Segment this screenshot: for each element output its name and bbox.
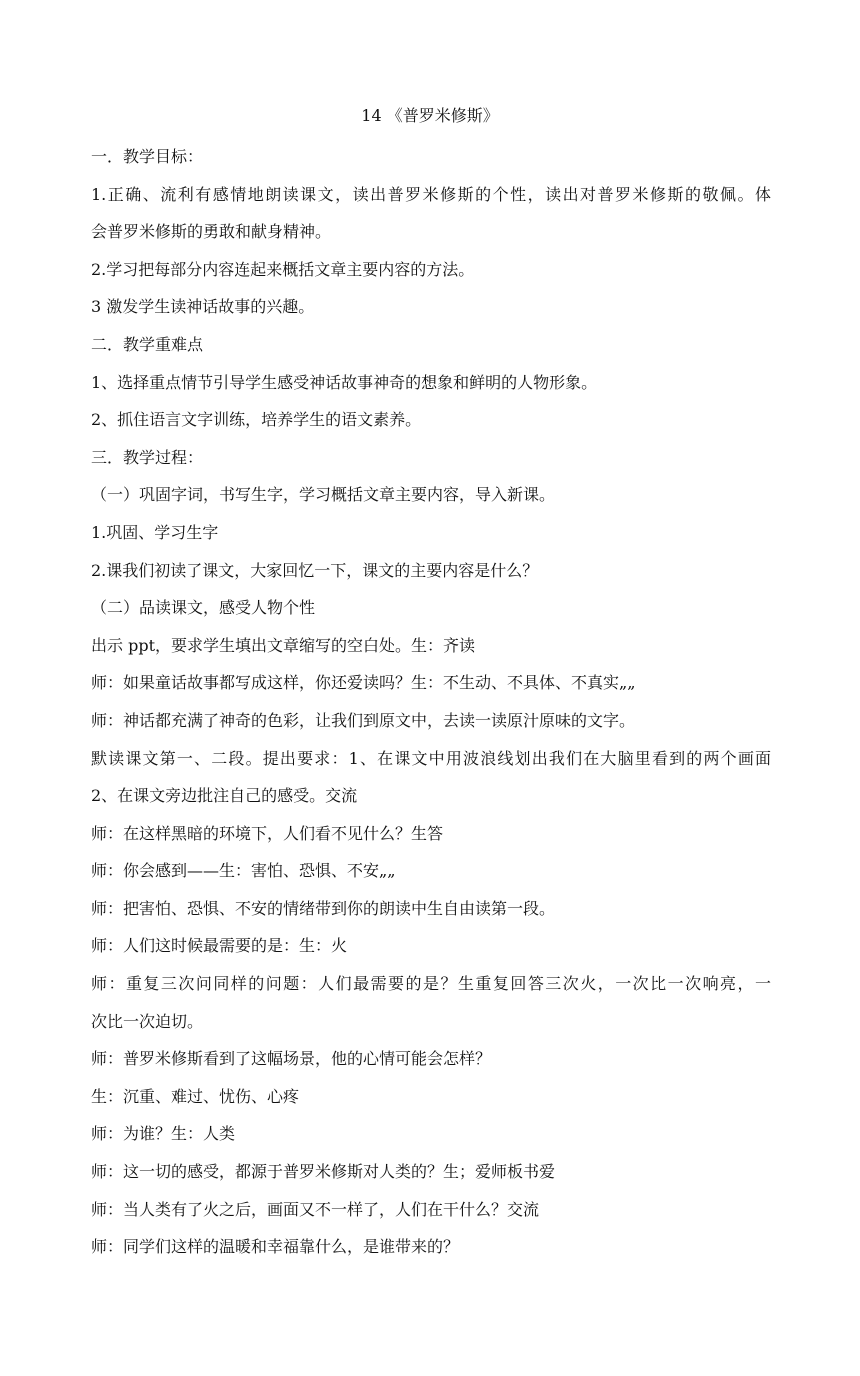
text-line: 师：同学们这样的温暖和幸福靠什么，是谁带来的？ bbox=[91, 1237, 460, 1257]
text-line: 师：当人类有了火之后，画面又不一样了，人们在干什么？交流 bbox=[91, 1199, 540, 1219]
text-line: 2.课我们初读了课文，大家回忆一下，课文的主要内容是什么？ bbox=[91, 560, 539, 580]
text-line: 师：人们这时候最需要的是：生：火 bbox=[91, 936, 348, 956]
text-line: 1.巩固、学习生字 bbox=[91, 522, 219, 542]
text-line: 2.学习把每部分内容连起来概括文章主要内容的方法。 bbox=[91, 259, 475, 279]
text-line: （一）巩固字词，书写生字，学习概括文章主要内容，导入新课。 bbox=[91, 485, 556, 505]
text-line: 1、选择重点情节引导学生感受神话故事神奇的想象和鲜明的人物形象。 bbox=[91, 372, 598, 392]
text-line: 师：在这样黑暗的环境下，人们看不见什么？生答 bbox=[91, 823, 444, 843]
text-line: 1.正确、流利有感情地朗读课文，读出普罗米修斯的个性，读出对普罗米修斯的敬佩。体 bbox=[91, 184, 771, 204]
text-line: 二．教学重难点 bbox=[91, 334, 204, 354]
text-line: 师：把害怕、恐惧、不安的情绪带到你的朗读中生自由读第一段。 bbox=[91, 898, 556, 918]
document-title: 14 《普罗米修斯》 bbox=[361, 106, 499, 125]
text-line: 三．教学过程： bbox=[91, 447, 204, 467]
text-line: 师：为谁？生：人类 bbox=[91, 1124, 236, 1144]
text-line: 师：这一切的感受，都源于普罗米修斯对人类的？生；爱师板书爱 bbox=[91, 1162, 556, 1182]
text-line: 会普罗米修斯的勇敢和献身精神。 bbox=[91, 222, 332, 242]
text-line: （二）品读课文，感受人物个性 bbox=[91, 598, 316, 618]
text-line: 2、在课文旁边批注自己的感受。交流 bbox=[91, 786, 358, 806]
text-line: 师：神话都充满了神奇的色彩，让我们到原文中，去读一读原汁原味的文字。 bbox=[91, 710, 636, 730]
text-line: 师：你会感到——生：害怕、恐惧、不安„„ bbox=[91, 861, 396, 881]
text-line: 3 激发学生读神话故事的兴趣。 bbox=[91, 297, 315, 317]
text-line: 生：沉重、难过、忧伤、心疼 bbox=[91, 1086, 300, 1106]
text-line: 师：普罗米修斯看到了这幅场景，他的心情可能会怎样？ bbox=[91, 1049, 492, 1069]
document-body bbox=[91, 145, 771, 1273]
text-line: 一．教学目标： bbox=[91, 147, 204, 166]
text-line: 2、抓住语言文字训练，培养学生的语文素养。 bbox=[91, 410, 422, 430]
text-line: 次比一次迫切。 bbox=[91, 1011, 204, 1031]
text-line: 师：如果童话故事都写成这样，你还爱读吗？生：不生动、不具体、不真实„„ bbox=[91, 673, 636, 693]
text-line: 出示 ppt，要求学生填出文章缩写的空白处。生：齐读 bbox=[91, 635, 476, 655]
text-line: 师：重复三次问同样的问题：人们最需要的是？生重复回答三次火，一次比一次响亮，一 bbox=[91, 974, 771, 994]
text-line: 默读课文第一、二段。提出要求：1、在课文中用波浪线划出我们在大脑里看到的两个画面 bbox=[91, 748, 771, 768]
